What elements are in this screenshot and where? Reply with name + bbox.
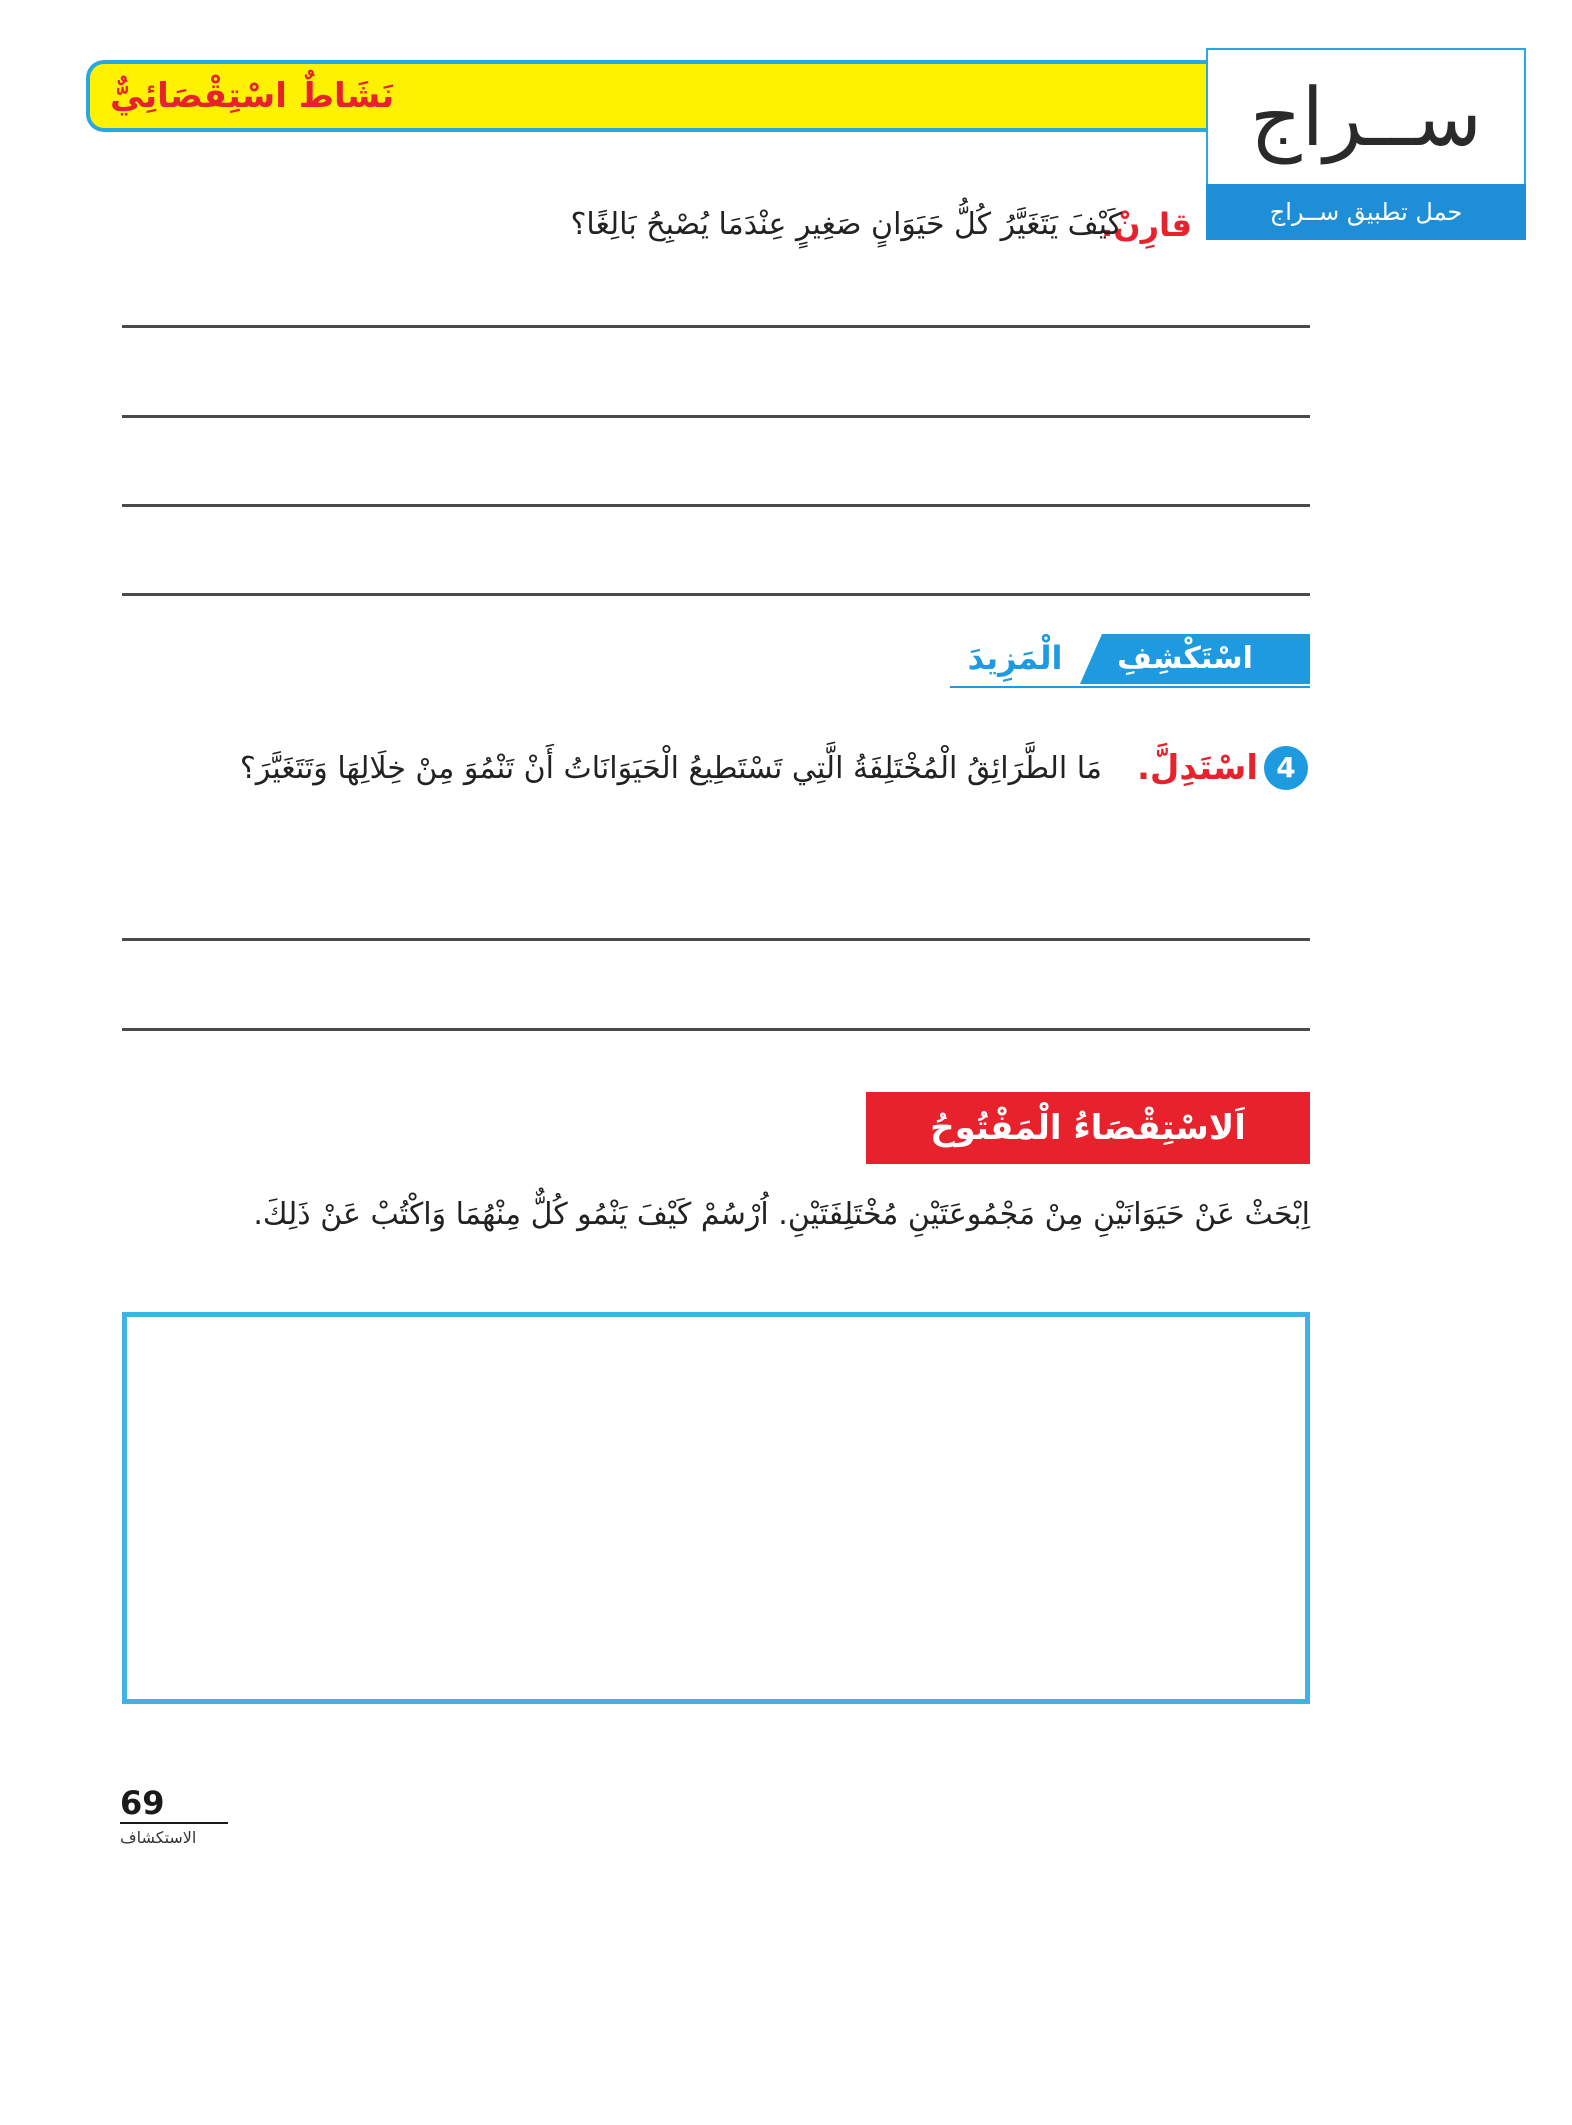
activity-title: نَشَاطٌ اسْتِقْصَائِيٌّ bbox=[110, 76, 395, 116]
page-number-rule bbox=[120, 1822, 228, 1824]
open-inquiry-title: اَلاسْتِقْصَاءُ الْمَفْتُوحُ bbox=[930, 1108, 1246, 1148]
question4-number-badge: 4 bbox=[1264, 746, 1308, 790]
question1-keyword: قارِنْ. bbox=[1101, 206, 1192, 244]
question4-text: مَا الطَّرَائِقُ الْمُخْتَلِفَةُ الَّتِي تَسْتَطِيعُ الْحَيَوَانَاتُ أَنْ تَنْمُوَ مِنْ خِلَالِهَا وَتَتَغَيَّرَ؟ bbox=[239, 751, 1102, 786]
answer-line[interactable] bbox=[122, 504, 1310, 507]
question4-keyword: اسْتَدِلَّ. bbox=[1136, 748, 1258, 788]
page-number: 69 bbox=[120, 1784, 165, 1822]
drawing-answer-box[interactable] bbox=[122, 1312, 1310, 1704]
section-name: الاستكشاف bbox=[120, 1828, 197, 1847]
logo-tagline: حمل تطبيق ســراج bbox=[1269, 198, 1463, 226]
answer-line[interactable] bbox=[122, 938, 1310, 941]
answer-line[interactable] bbox=[122, 1028, 1310, 1031]
answer-line[interactable] bbox=[122, 415, 1310, 418]
logo-wordmark: ســراج bbox=[1250, 71, 1482, 164]
open-inquiry-text: اِبْحَثْ عَنْ حَيَوَانَيْنِ مِنْ مَجْمُوعَتَيْنِ مُخْتَلِفَتَيْنِ. اُرْسُمْ كَيْفَ يَنْمُو كُلٌّ مِنْهُمَا وَاكْتُبْ عَنْ ذَلِكَ. bbox=[253, 1197, 1310, 1232]
explore-label: اسْتَكْشِفِ bbox=[1117, 641, 1253, 676]
explore-underline bbox=[950, 686, 1310, 688]
explore-more-label: الْمَزِيدَ bbox=[967, 639, 1063, 677]
question1-text: كَيْفَ يَتَغَيَّرُ كُلُّ حَيَوَانٍ صَغِيرٍ عِنْدَمَا يُصْبِحُ بَالِغًا؟ bbox=[570, 207, 1122, 242]
answer-line[interactable] bbox=[122, 593, 1310, 596]
answer-line[interactable] bbox=[122, 325, 1310, 328]
